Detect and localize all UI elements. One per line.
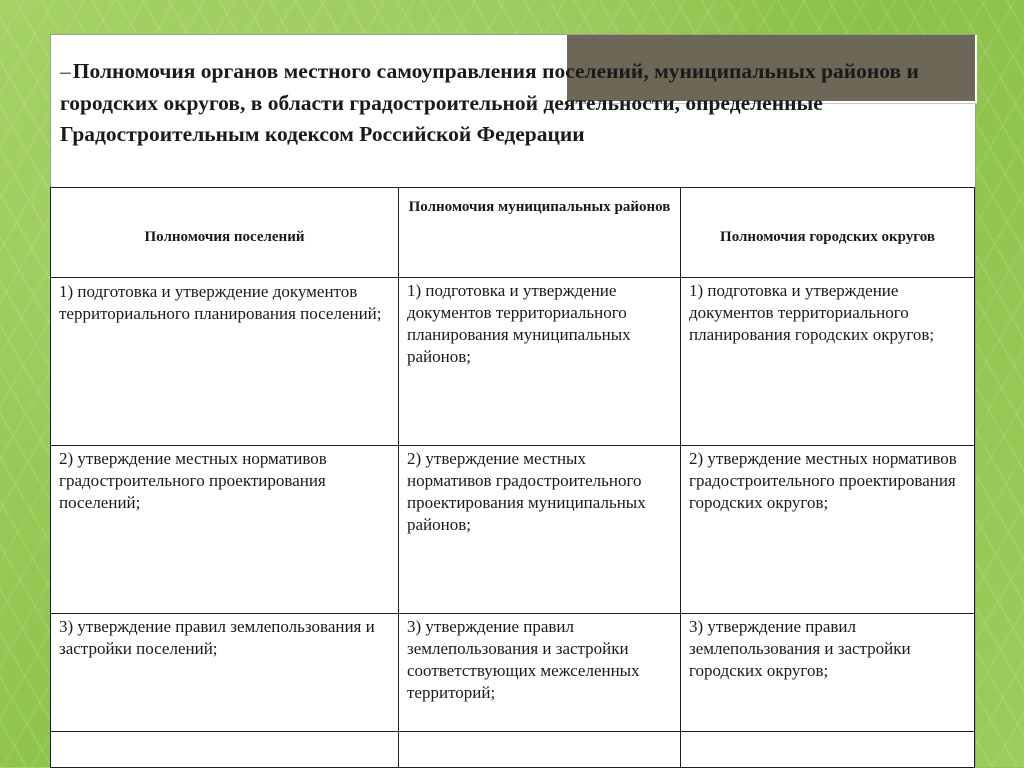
title-mark: – <box>60 59 71 83</box>
cell-city-2: 2) утверждение местных нормативов градостроительного проектирования городских округов; <box>681 446 975 614</box>
cell-municipal-1: 1) подготовка и утверждение документов территориального планирования муниципальных районов; <box>399 278 681 446</box>
powers-table <box>50 187 975 768</box>
table-row-empty <box>51 732 975 768</box>
header-settlements: Полномочия поселений <box>51 188 399 278</box>
table-row <box>51 614 975 732</box>
table-row <box>51 446 975 614</box>
cell-settlements-1: 1) подготовка и утверждение документов территориального планирования поселений; <box>51 278 399 446</box>
header-municipal-districts: Полномочия муниципальных районов <box>399 188 681 278</box>
cell-municipal-3: 3) утверждение правил землепользования и застройки соответствующих межселенных территорий; <box>399 614 681 732</box>
empty-cell <box>51 732 399 768</box>
cell-settlements-3: 3) утверждение правил землепользования и застройки поселений; <box>51 614 399 732</box>
cell-city-1: 1) подготовка и утверждение документов территориального планирования городских округов; <box>681 278 975 446</box>
slide-title <box>60 56 970 151</box>
cell-city-3: 3) утверждение правил землепользования и застройки городских округов; <box>681 614 975 732</box>
table-row <box>51 278 975 446</box>
slide-title-text: Полномочия органов местного самоуправления поселений, муниципальных районов и городских округов, в области градостроительной деятельности, определенные Градостроительным кодексом Российской Федерации <box>60 59 919 146</box>
table-header-row <box>51 188 975 278</box>
empty-cell <box>681 732 975 768</box>
cell-municipal-2: 2) утверждение местных нормативов градостроительного проектирования муниципальных районов; <box>399 446 681 614</box>
header-city-districts: Полномочия городских округов <box>681 188 975 278</box>
cell-settlements-2: 2) утверждение местных нормативов градостроительного проектирования поселений; <box>51 446 399 614</box>
empty-cell <box>399 732 681 768</box>
